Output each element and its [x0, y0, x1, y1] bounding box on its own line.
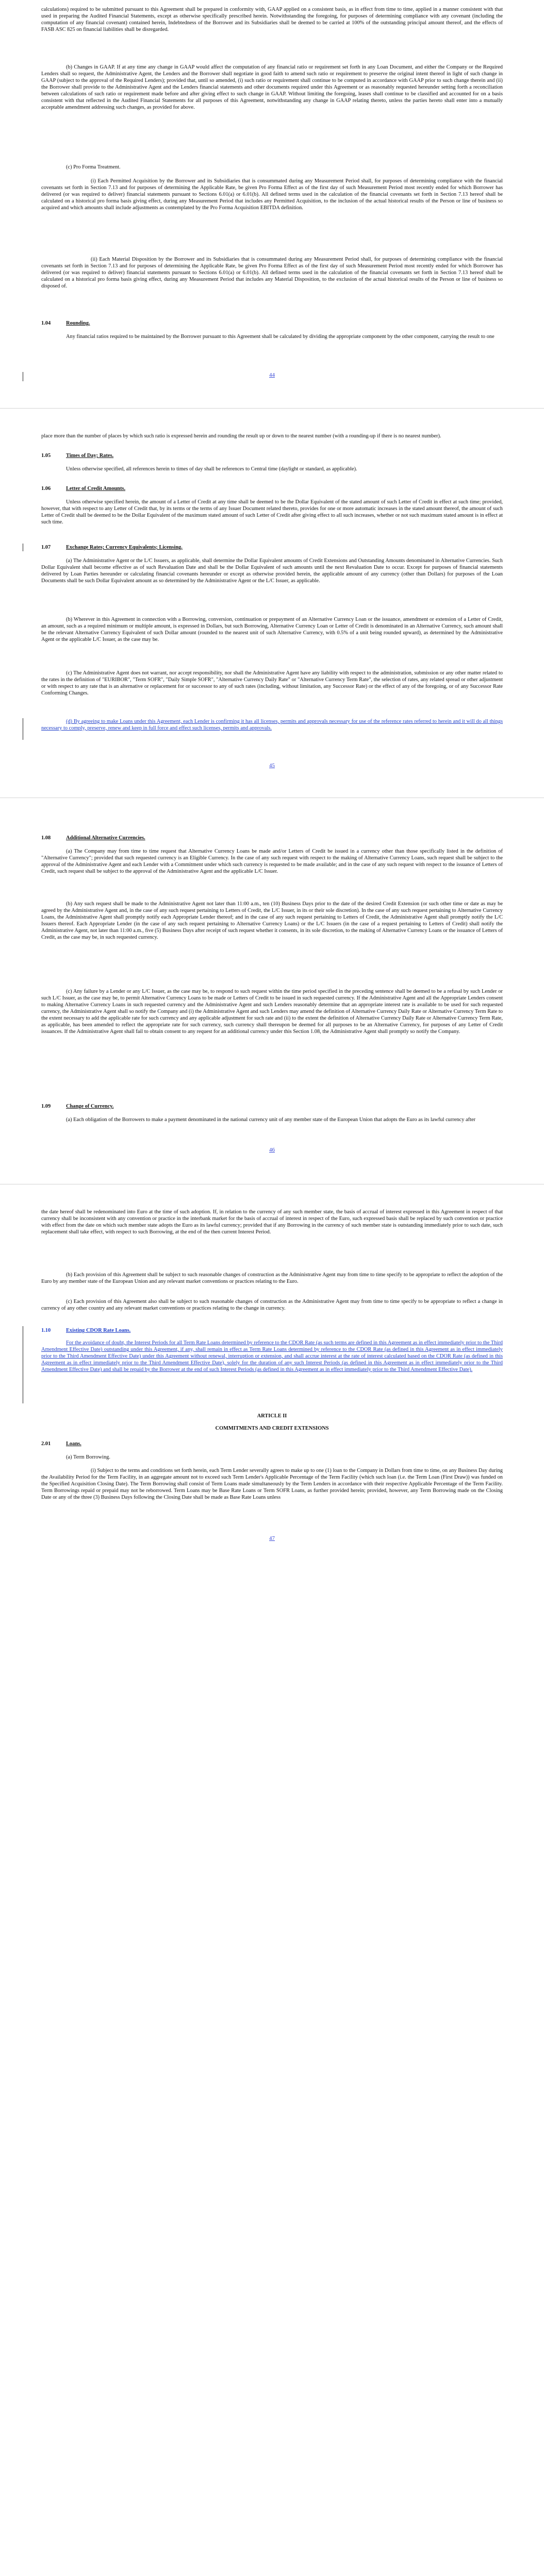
article-title: ARTICLE II — [257, 1413, 287, 1419]
paragraph-gaap-continued: calculations) required to be submitted pursuant to this Agreement shall be prepared in conformity with, GAAP applied on a consistent basis, as in effect from time to time, applied in a manner consistent with that used in preparing the Audited Financial Statements, except as otherwise specifically prescribed herein. Notwithstanding the foregoing, for purposes of determining compliance with any covenant (including the computation of any financial covenant) contained herein, Indebtedness of the Borrower and its Subsidiaries shall be deemed to be carried at 100% of the outstanding principal amount thereof, and the effects of FASB ASC 825 on financial liabilities shall be disregarded. — [41, 7, 503, 32]
paragraph-additional-currencies-c: (c) Any failure by a Lender or any L/C Issuer, as the case may be, to respond to such request within the time period specified in the preceding sentence shall be deemed to be a refusal by such Lender or such L/C Issuer, as the case may be, to permit Alternative Currency Loans to be made or Letters of Credit to be issued in such requested currency. If the Administrative Agent and all the Appropriate Lenders consent to making Alternative Currency Loans in such requested currency and the Administrative Agent and such Lenders reasonably determine that an appropriate interest rate is available to be used for such requested currency, the Administrative Agent shall so notify the Company and (i) the Administrative Agent and such Lenders may amend the definition of Alternative Currency Daily Rate or Alternative Currency Term Rate to the extent necessary to add the applicable rate for such currency and any applicable adjustment for such rate and (ii) to the extent the definition of Alternative Currency Daily Rate or Alternative Currency Term Rate, as applicable, has been amended to reflect the appropriate rate for such currency, such currency shall thereupon be deemed for all purposes to be an Alternative Currency, for purposes of any Letter of Credit issuances. If the Administrative Agent shall fail to obtain consent to any request for an additional currency under this Section 1.08, the Administrative Agent shall promptly so notify the Company. — [41, 989, 503, 1035]
section-number: 1.04 — [41, 320, 51, 326]
section-title: Rounding. — [66, 320, 90, 326]
paragraph-permitted-acquisition: (i) Each Permitted Acquisition by the Borrower and its Subsidiaries that is consummated during any Measurement Period shall, for purposes of determining compliance with the financial covenants set forth in Section 7.13 and for purposes of determining the Applicable Rate, be given Pro Forma Effect as of the first day of such Measurement Period most recently ended for which Borrower has delivered (or was required to deliver) financial statements pursuant to Sections 6.01(a) or 6.01(b). All defined terms used in the calculation of the financial covenants set forth in Section 7.13 hereof shall be calculated on a historical pro forma basis giving effect, during any Measurement Period that includes any Permitted Acquisition, to the inclusion of the actual historical results of the Person or line of business so acquired and which amounts shall include adjustments as contemplated by the Pro Forma Acquisition EBITDA definition. — [41, 178, 503, 211]
section-heading-1-08 — [41, 835, 145, 841]
article-subtitle: COMMITMENTS AND CREDIT EXTENSIONS — [215, 1426, 329, 1431]
section-heading-1-10 — [41, 1327, 130, 1334]
section-number: 1.10 — [41, 1328, 51, 1333]
section-heading-2-01 — [41, 1440, 81, 1447]
section-title: Letter of Credit Amounts. — [66, 486, 126, 492]
paragraph-term-borrowing-i: (i) Subject to the terms and conditions set forth herein, each Term Lender severally agrees to make up to one (1) loan to the Company in Dollars from time to time, on any Business Day during the Availability Period for the Term Facility, in an aggregate amount not to exceed such Term Lender's Applicable Percentage of the Term Facility (which such loan (i.e. the Term Loan (First Draw)) was funded on the Specified Acquisition Closing Date). The Term Borrowing shall consist of Term Loans made simultaneously by the Term Lenders in accordance with their respective Applicable Percentage of the Term Facility. Term Borrowings repaid or prepaid may not be reborrowed. Term Loans may be Base Rate Loans or Term SOFR Loans, as further provided herein; provided, however, any Term Borrowing made on the Closing Date or any of the three (3) Business Days following the Closing Date shall be made as Base Rate Loans unless — [41, 1468, 503, 1500]
section-number: 1.07 — [41, 545, 51, 550]
paragraph-change-of-currency-b: (b) Each provision of this Agreement shall be subject to such reasonable changes of construction as the Administrative Agent may from time to time specify to be appropriate to reflect the adoption of the Euro by any member state of the European Union and any relevant market conventions or practices relating to the Euro. — [41, 1272, 503, 1284]
paragraph-existing-cdor-inserted: For the avoidance of doubt, the Interest Periods for all Term Rate Loans determined by reference to the CDOR Rate (as such terms are defined in this Agreement as in effect immediately prior to the Third Amendment Effective Date) outstanding under this Agreement, if any, shall remain in effect as Term Rate Loans determined by reference to the CDOR Rate (as defined in this Agreement as in effect immediately prior to the Third Amendment Effective Date) under this Agreement without renewal, interruption or extension, and shall accrue interest at the rate of interest calculated based on the CDOR Rate (as defined in this Agreement as in effect immediately prior to the Third Amendment Effective Date), solely for the duration of any such Interest Periods (as defined in this Agreement as in effect immediately prior to the Third Amendment Effective Date) and shall be repaid by the Borrower at the end of such Interest Periods (as defined in this Agreement as in effect immediately prior to the Third Amendment Effective Date). — [41, 1340, 503, 1372]
section-title: Exchange Rates; Currency Equivalents; Licensing. — [66, 545, 183, 550]
paragraph-changes-in-gaap: (b) Changes in GAAP. If at any time any change in GAAP would affect the computation of any financial ratio or requirement set forth in any Loan Document, and either the Company or the Required Lenders shall so request, the Administrative Agent, the Lenders and the Borrower shall negotiate in good faith to amend such ratio or requirement to preserve the original intent thereof in light of such change in GAAP (subject to the approval of the Required Lenders); provided that, until so amended, (i) such ratio or requirement shall continue to be computed in accordance with GAAP prior to such change therein and (ii) the Borrower shall provide to the Administrative Agent and the Lenders financial statements and other documents required under this Agreement or as reasonably requested hereunder setting forth a reconciliation between calculations of such ratio or requirement made before and after giving effect to such change in GAAP. Without limiting the foregoing, leases shall continue to be classified and accounted for on a basis consistent with that reflected in the Audited Financial Statements for all purposes of this Agreement, notwithstanding any change in GAAP relating thereto, unless the parties hereto shall enter into a mutually acceptable amendment addressing such changes, as provided for above. — [41, 64, 503, 110]
section-title: Loans. — [66, 1441, 81, 1447]
paragraph-exchange-rates-c: (c) The Administrative Agent does not warrant, nor accept responsibility, nor shall the Administrative Agent have any liability with respect to the administration, submission or any other matter related to the rates in the definition of "EURIBOR", "Term SOFR", "Daily Simple SOFR", "Alternative Currency Daily Rate" or "Alternative Currency Term Rate", the selection of rates, any related spread or other adjustment or with respect to any rate that is an alternative or replacement for or successor to any of such rates (including, without limitation, any Successor Rate) or the effect of any of the foregoing, or of any Successor Rate Conforming Changes. — [41, 670, 503, 696]
paragraph-rounding-continued: place more than the number of places by which such ratio is expressed herein and rounding the result up or down to the nearest number (with a rounding-up if there is no nearest number). — [41, 433, 441, 439]
section-number: 1.06 — [41, 486, 51, 492]
paragraph-additional-currencies-b: (b) Any such request shall be made to the Administrative Agent not later than 11:00 a.m., ten (10) Business Days prior to the date of the desired Credit Extension (or such other time or date as may be agreed by the Administrative Agent and, in the case of any such request pertaining to Letters of Credit, the L/C Issuer, in its or their sole discretion). In the case of any such request pertaining to Alternative Currency Loans, the Administrative Agent shall promptly notify each Appropriate Lender thereof; and in the case of any such request pertaining to Letters of Credit, the Administrative Agent shall promptly notify the L/C Issuers thereof. Each Appropriate Lender (in the case of any such request pertaining to Alternative Currency Loans) or the L/C Issuers (in the case of a request pertaining to Letters of Credit) shall notify the Administrative Agent, not later than 11:00 a.m., five (5) Business Days after receipt of such request whether it consents, in its sole discretion, to the making of Alternative Currency Loans or the issuance of Letters of Credit, as the case may be, in such requested currency. — [41, 901, 503, 940]
paragraph-change-of-currency-continued: the date hereof shall be redenominated into Euro at the time of such adoption. If, in relation to the currency of any such member state, the basis of accrual of interest expressed in this Agreement in respect of that currency shall be inconsistent with any convention or practice in the interbank market for the basis of accrual of interest in respect of the Euro, such expressed basis shall be replaced by such convention or practice with effect from the date on which such member state adopts the Euro as its lawful currency; provided that if any Borrowing in the currency of such member state is outstanding immediately prior to such date, such replacement shall take effect, with respect to such Borrowing, at the end of the then current Interest Period. — [41, 1209, 503, 1235]
section-heading-1-04 — [41, 320, 90, 327]
paragraph-term-borrowing: (a) Term Borrowing. — [66, 1454, 110, 1460]
section-number: 2.01 — [41, 1441, 51, 1447]
section-heading-1-05 — [41, 452, 113, 459]
section-heading-1-07 — [41, 544, 183, 551]
page-divider — [0, 408, 544, 409]
paragraph-additional-currencies-a: (a) The Company may from time to time request that Alternative Currency Loans be made and/or Letters of Credit be issued in a currency other than those specifically listed in the definition of "Alternative Currency"; provided that such requested currency is an Eligible Currency. In the case of any such request with respect to the making of Alternative Currency Loans, such request shall be subject to the approval of the Administrative Agent and each Lender with a Commitment under which such currency is requested to be made available; and in the case of any such request with respect to the issuance of Letters of Credit, such request shall be subject to the approval of the Administrative Agent and the applicable L/C Issuer. — [41, 849, 503, 874]
paragraph-rounding: Any financial ratios required to be maintained by the Borrower pursuant to this Agreement shall be calculated by dividing the appropriate component by the other component, carrying the result to one — [66, 334, 494, 340]
section-title: Existing CDOR Rate Loans. — [66, 1328, 131, 1333]
paragraph-change-of-currency-c: (c) Each provision of this Agreement also shall be subject to such reasonable changes of construction as the Administrative Agent may from time to time specify to be appropriate to reflect a change in currency of any other country and any relevant market conventions or practices relating to the change in currency. — [41, 1299, 503, 1311]
section-title: Additional Alternative Currencies. — [66, 835, 145, 841]
page-number-link[interactable]: 46 — [269, 1147, 275, 1153]
page-number-link[interactable]: 44 — [269, 372, 275, 378]
section-number: 1.09 — [41, 1104, 51, 1109]
paragraph-letter-of-credit-amounts: Unless otherwise specified herein, the amount of a Letter of Credit at any time shall be deemed to be the Dollar Equivalent of the stated amount of such Letter of Credit in effect at such time; provided, however, that with respect to any Letter of Credit that, by its terms or the terms of any Issuer Document related thereto, provides for one or more automatic increases in the stated amount thereof, the amount of such Letter of Credit shall be deemed to be the Dollar Equivalent of the maximum stated amount of such Letter of Credit after giving effect to all such increases, whether or not such maximum stated amount is in effect at such time. — [41, 499, 503, 525]
section-number: 1.05 — [41, 453, 51, 459]
page-number-link[interactable]: 45 — [269, 762, 275, 769]
paragraph-change-of-currency-a: (a) Each obligation of the Borrowers to make a payment denominated in the national currency unit of any member state of the European Union that adopts the Euro as its lawful currency after — [66, 1117, 476, 1123]
section-title: Change of Currency. — [66, 1104, 114, 1109]
paragraph-exchange-rates-b: (b) Wherever in this Agreement in connection with a Borrowing, conversion, continuation or prepayment of an Alternative Currency Loan or the issuance, amendment or extension of a Letter of Credit, an amount, such as a required minimum or multiple amount, is expressed in Dollars, but such Borrowing, Alternative Currency Loan or Letter of Credit is denominated in an Alternative Currency, such amount shall be the relevant Alternative Currency Equivalent of such Dollar amount (rounded to the nearest unit of such Alternative Currency, with 0.5% of a unit being rounded upward), as determined by the Administrative Agent or the applicable L/C Issuer, as the case may be. — [41, 617, 503, 642]
paragraph-exchange-rates-a: (a) The Administrative Agent or the L/C Issuers, as applicable, shall determine the Dollar Equivalent amounts of Credit Extensions and Outstanding Amounts denominated in Alternative Currencies. Such Dollar Equivalent shall become effective as of such Revaluation Date and shall be the Dollar Equivalent of such amounts until the next Revaluation Date to occur. Except for purposes of financial statements delivered by Loan Parties hereunder or calculating financial covenants hereunder or except as otherwise provided herein, the applicable amount of any currency (other than Dollars) for purposes of the Loan Documents shall be such Dollar Equivalent amount as so determined by the Administrative Agent or the L/C Issuer, as applicable. — [41, 558, 503, 584]
page-number-link[interactable]: 47 — [269, 1535, 275, 1541]
paragraph-licensing-inserted: (d) By agreeing to make Loans under this Agreement, each Lender is confirming it has all licenses, permits and approvals necessary for use of the reference rates referred to herein and it will do all things necessary to comply, preserve, renew and keep in full force and effect such licenses, permits and approvals. — [41, 719, 503, 731]
paragraph-times-of-day: Unless otherwise specified, all references herein to times of day shall be references to Central time (daylight or standard, as applicable). — [66, 466, 357, 472]
section-title: Times of Day; Rates. — [66, 453, 114, 459]
section-heading-1-06 — [41, 485, 125, 492]
paragraph-pro-forma-treatment: (c) Pro Forma Treatment. — [66, 164, 121, 170]
section-heading-1-09 — [41, 1103, 113, 1110]
paragraph-material-disposition: (ii) Each Material Disposition by the Borrower and its Subsidiaries that is consummated during any Measurement Period shall, for purposes of determining compliance with the financial covenants set forth in Section 7.13 and for purposes of determining the Applicable Rate, be given Pro Forma Effect as of the first day of such Measurement Period most recently ended for which Borrower has delivered (or was required to deliver) financial statements pursuant to Sections 6.01(a) or 6.01(b). All defined terms used in the calculation of the financial covenants set forth in Section 7.13 hereof shall be calculated on a historical pro forma basis giving effect, during any Measurement Period that includes any Material Disposition, to the exclusion of the actual historical results of the Person or line of business so disposed of. — [41, 257, 503, 289]
section-number: 1.08 — [41, 835, 51, 841]
